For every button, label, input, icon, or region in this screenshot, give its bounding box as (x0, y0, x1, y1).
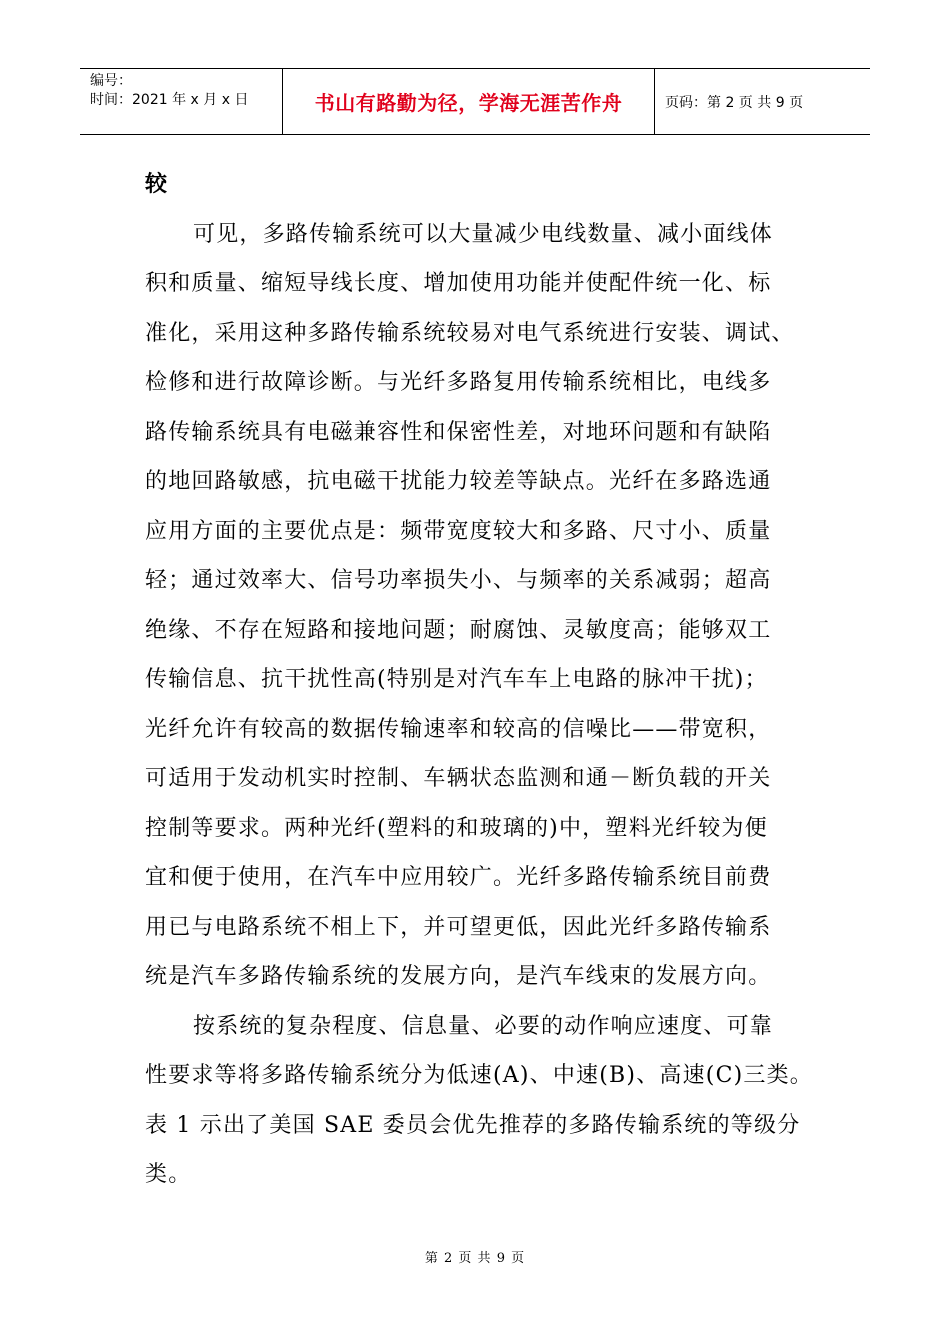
paragraph-2 (145, 1002, 845, 1200)
paragraph-line: 路传输系统具有电磁兼容性和保密性差，对地环问题和有缺陷 (145, 419, 772, 445)
paragraph-line: 用已与电路系统不相上下，并可望更低，因此光纤多路传输系 (145, 914, 772, 940)
page-footer (0, 1247, 950, 1266)
header-page-number: 页码：第 2 页 共 9 页 (665, 94, 804, 111)
paragraph-line: 积和质量、缩短导线长度、增加使用功能并使配件统一化、标 (145, 271, 772, 296)
paragraph-line: 表 1 示出了美国 SAE 委员会优先推荐的多路传输系统的等级分 (145, 1112, 801, 1138)
document-body (145, 160, 845, 1200)
paragraph-line: 绝缘、不存在短路和接地问题；耐腐蚀、灵敏度高；能够双工 (145, 617, 772, 643)
paragraph-1 (145, 210, 845, 1002)
paragraph-line: 可见，多路传输系统可以大量减少电线数量、减小面线体 (193, 221, 774, 247)
header-motto: 书山有路勤为径，学海无涯苦作舟 (314, 91, 623, 115)
document-header (80, 68, 870, 135)
paragraph-line: 统是汽车多路传输系统的发展方向，是汽车线束的发展方向。 (145, 964, 772, 989)
header-meta-cell (80, 69, 283, 134)
paragraph-line: 可适用于发动机实时控制、车辆状态监测和通－断负载的开关 (145, 766, 772, 791)
paragraph-line: 光纤允许有较高的数据传输速率和较高的信噪比——带宽积， (145, 716, 772, 742)
paragraph-line: 传输信息、抗干扰性高(特别是对汽车车上电路的脉冲干扰)； (145, 667, 768, 692)
paragraph-line: 按系统的复杂程度、信息量、必要的动作响应速度、可靠 (193, 1013, 774, 1039)
footer-page-number: 第 2 页 共 9 页 (424, 1251, 526, 1266)
document-number-label: 编号： (90, 73, 132, 89)
section-heading-fragment: 较 (145, 171, 169, 197)
paragraph-line: 宜和便于使用，在汽车中应用较广。光纤多路传输系统目前费 (145, 865, 772, 890)
paragraph-line: 类。 (145, 1162, 192, 1187)
header-page-cell (655, 69, 870, 134)
paragraph-line: 性要求等将多路传输系统分为低速(A)、中速(B)、高速(C)三类。 (145, 1063, 813, 1088)
header-motto-cell (283, 69, 655, 134)
paragraph-line: 轻；通过效率大、信号功率损失小、与频率的关系减弱；超高 (145, 568, 772, 593)
document-date-label: 时间：2021 年 x 月 x 日 (90, 92, 249, 108)
paragraph-line: 的地回路敏感，抗电磁干扰能力较差等缺点。光纤在多路选通 (145, 469, 772, 494)
paragraph-line: 应用方面的主要优点是：频带宽度较大和多路、尺寸小、质量 (145, 518, 772, 544)
paragraph-line: 检修和进行故障诊断。与光纤多路复用传输系统相比，电线多 (145, 370, 772, 395)
paragraph-line: 控制等要求。两种光纤(塑料的和玻璃的)中，塑料光纤较为便 (145, 815, 768, 841)
paragraph-line: 准化，采用这种多路传输系统较易对电气系统进行安装、调试、 (145, 320, 795, 346)
